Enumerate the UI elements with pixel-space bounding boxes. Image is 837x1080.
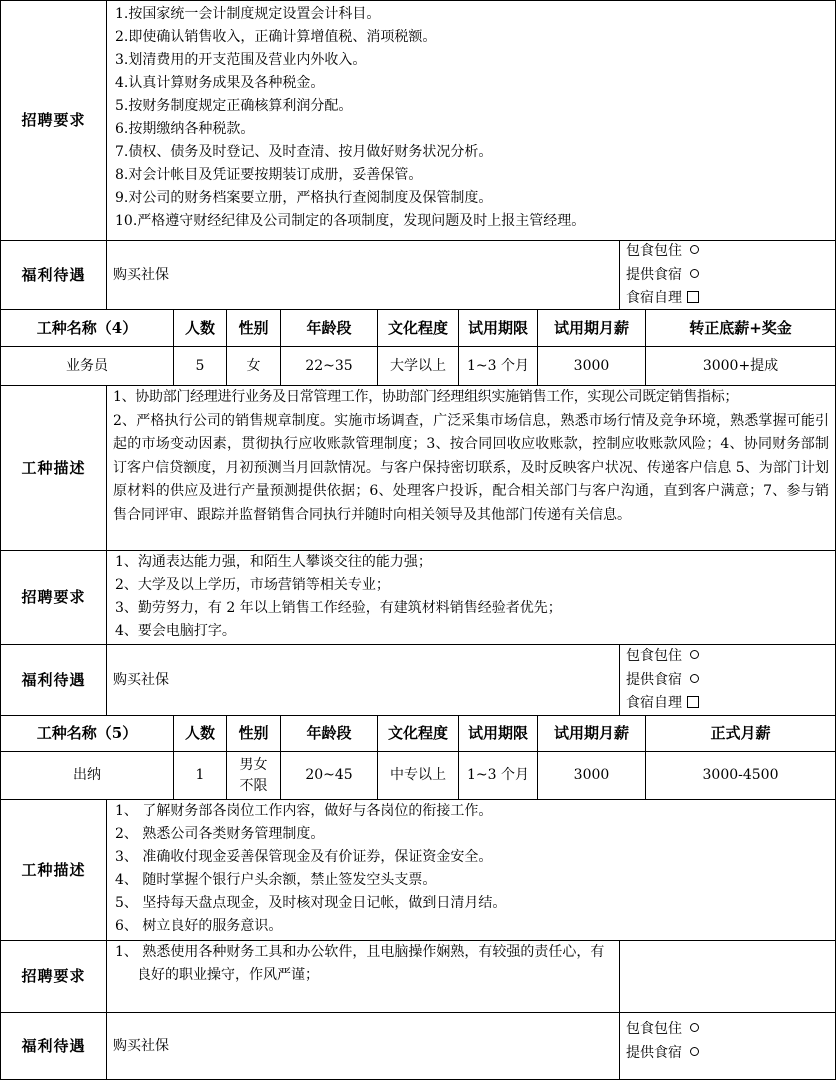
desc-paragraph: 2、严格执行公司的销售规章制度。实施市场调查，广泛采集市场信息，熟悉市场行情及竞争环境，熟悉掌握可能引起的市场变动因素，贯彻执行应收账款管理制度；3、按合同回收应收账款，控制应收账款风险；4、协同财务部制订客户信贷额度，月初预测当月回款情况。与客户保持密切联系，及时反映客户状况、传递客户信息 5、为部门计划原材料的供应及进行产量预测提供依据；6、处理客户投诉，配合相关部门与客户沟通，直到客户满意；7、参与销售合同评审、跟踪并监督销售合同执行并随时向相关领导及其他部门传递有关信息。 <box>113 412 829 523</box>
header-probation: 试用期限 <box>467 724 528 742</box>
list-item: 1、 了解财务部各岗位工作内容，做好与各岗位的衔接工作。 <box>115 803 493 819</box>
list-item: 2.即使确认销售收入，正确计算增值税、消项税额。 <box>115 29 437 45</box>
checkbox-icon[interactable] <box>687 291 699 303</box>
list-item: 7.债权、债务及时登记、及时查清、按月做好财务状况分析。 <box>115 144 493 160</box>
header-probation: 试用期限 <box>467 318 528 337</box>
header-education: 文化程度 <box>387 724 448 742</box>
circle-option-icon[interactable] <box>690 1047 699 1056</box>
desc-label-job5: 工种描述 <box>21 860 86 879</box>
value-probation-salary: 3000 <box>573 767 610 783</box>
desc-line: 1、协助部门经理进行业务及日常管理工作，协助部门经理组织实施销售工作，实现公司既定销售指标； <box>113 389 739 405</box>
list-item: 5.按财务制度规定正确核算利润分配。 <box>115 98 353 114</box>
list-item: 6.按期缴纳各种税款。 <box>115 121 255 137</box>
circle-option-icon[interactable] <box>690 1023 699 1032</box>
value-education: 大学以上 <box>390 357 446 374</box>
benefit-label-top: 福利待遇 <box>21 265 86 284</box>
list-item: 2、 熟悉公司各类财务管理制度。 <box>115 826 325 842</box>
value-gender <box>227 752 280 799</box>
header-age: 年龄段 <box>306 724 352 742</box>
recruit-label-top: 招聘要求 <box>21 111 86 129</box>
value-gender: 女 <box>246 357 261 374</box>
benefit-label-job4: 福利待遇 <box>21 670 86 689</box>
list-item: 5、 坚持每天盘点现金，及时核对现金日记帐，做到日清月结。 <box>115 895 507 911</box>
benefit-options-job4 <box>626 645 831 715</box>
value-job-name: 业务员 <box>66 357 108 374</box>
benefit-text-top: 购买社保 <box>113 266 169 283</box>
option-label: 包食包住 <box>626 648 682 664</box>
benefit-text-job4: 购买社保 <box>113 671 169 688</box>
option-label: 食宿自理 <box>626 290 682 306</box>
requirements-list-top <box>107 3 835 239</box>
value-probation: 1~3 个月 <box>467 767 529 783</box>
list-item: 8.对会计帐目及凭证要按期装订成册，妥善保管。 <box>115 167 423 183</box>
header-gender: 性别 <box>238 318 269 337</box>
list-item: 4、 随时掌握个银行户头余额，禁止签发空头支票。 <box>115 872 437 888</box>
benefit-options-job5 <box>626 1018 831 1078</box>
header-regular-salary: 转正底薪+奖金 <box>689 318 792 337</box>
value-probation: 1~3 个月 <box>467 357 529 374</box>
header-job-name: 工种名称（4） <box>36 318 138 337</box>
header-age: 年龄段 <box>306 318 352 337</box>
gender-line: 男女 <box>239 756 268 773</box>
list-item: 3、勤劳努力，有 2 年以上销售工作经验，有建筑材料销售经验者优先； <box>115 600 562 616</box>
option-label: 食宿自理 <box>626 695 682 711</box>
list-item: 2、大学及以上学历，市场营销等相关专业； <box>115 577 390 593</box>
checkbox-icon[interactable] <box>687 696 699 708</box>
header-education: 文化程度 <box>387 318 448 337</box>
circle-option-icon[interactable] <box>690 650 699 659</box>
option-label: 提供食宿 <box>626 1044 682 1061</box>
list-item: 1、沟通表达能力强，和陌生人攀谈交往的能力强； <box>115 554 432 570</box>
list-item: 1、 熟悉使用各种财务工具和办公软件，且电脑操作娴熟，有较强的责任心，有良好的职业操守，作风严谨； <box>115 944 605 983</box>
list-item: 1.按国家统一会计制度规定设置会计科目。 <box>115 6 381 22</box>
value-age: 20~45 <box>305 767 353 783</box>
option-label: 提供食宿 <box>626 671 682 688</box>
description-job4 <box>107 386 835 550</box>
header-probation-salary: 试用期月薪 <box>553 318 629 337</box>
header-job-name: 工种名称（5） <box>36 724 138 742</box>
benefit-text-job5: 购买社保 <box>113 1037 169 1054</box>
requirements-list-job4 <box>107 551 835 644</box>
circle-option-icon[interactable] <box>690 674 699 683</box>
option-label: 包食包住 <box>626 1021 682 1037</box>
value-regular-salary: 3000+提成 <box>702 357 779 374</box>
recruit-label-job4: 招聘要求 <box>21 588 86 606</box>
list-item: 3.划清费用的开支范围及营业内外收入。 <box>115 52 367 68</box>
value-count: 1 <box>195 767 205 783</box>
list-item: 6、 树立良好的服务意识。 <box>115 918 283 934</box>
list-item: 9.对公司的财务档案要立册，严格执行查阅制度及保管制度。 <box>115 190 493 206</box>
recruit-label-job5: 招聘要求 <box>21 967 86 985</box>
circle-option-icon[interactable] <box>690 245 699 254</box>
header-regular-salary: 正式月薪 <box>710 724 771 742</box>
list-item: 10.严格遵守财经纪律及公司制定的各项制度，发现问题及时上报主管经理。 <box>115 213 586 229</box>
header-probation-salary: 试用期月薪 <box>553 724 629 742</box>
benefit-label-job5: 福利待遇 <box>21 1036 86 1055</box>
requirements-job5 <box>107 941 619 1012</box>
option-label: 提供食宿 <box>626 266 682 283</box>
value-regular-salary: 3000-4500 <box>702 767 779 783</box>
list-item: 4、要会电脑打字。 <box>115 623 236 639</box>
circle-option-icon[interactable] <box>690 269 699 278</box>
gender-line: 不限 <box>239 777 268 794</box>
value-age: 22~35 <box>305 357 353 374</box>
description-job5 <box>107 800 835 940</box>
benefit-options-top <box>626 240 831 309</box>
value-probation-salary: 3000 <box>573 357 610 374</box>
header-gender: 性别 <box>238 724 269 742</box>
header-count: 人数 <box>184 724 215 742</box>
value-education: 中专以上 <box>390 767 446 783</box>
desc-label-job4: 工种描述 <box>21 458 86 477</box>
list-item: 3、 准确收付现金妥善保管现金及有价证券，保证资金安全。 <box>115 849 493 865</box>
header-count: 人数 <box>184 318 215 337</box>
list-item: 4.认真计算财务成果及各种税金。 <box>115 75 325 91</box>
value-count: 5 <box>195 357 205 374</box>
option-label: 包食包住 <box>626 243 682 259</box>
value-job-name: 出纳 <box>73 767 101 783</box>
